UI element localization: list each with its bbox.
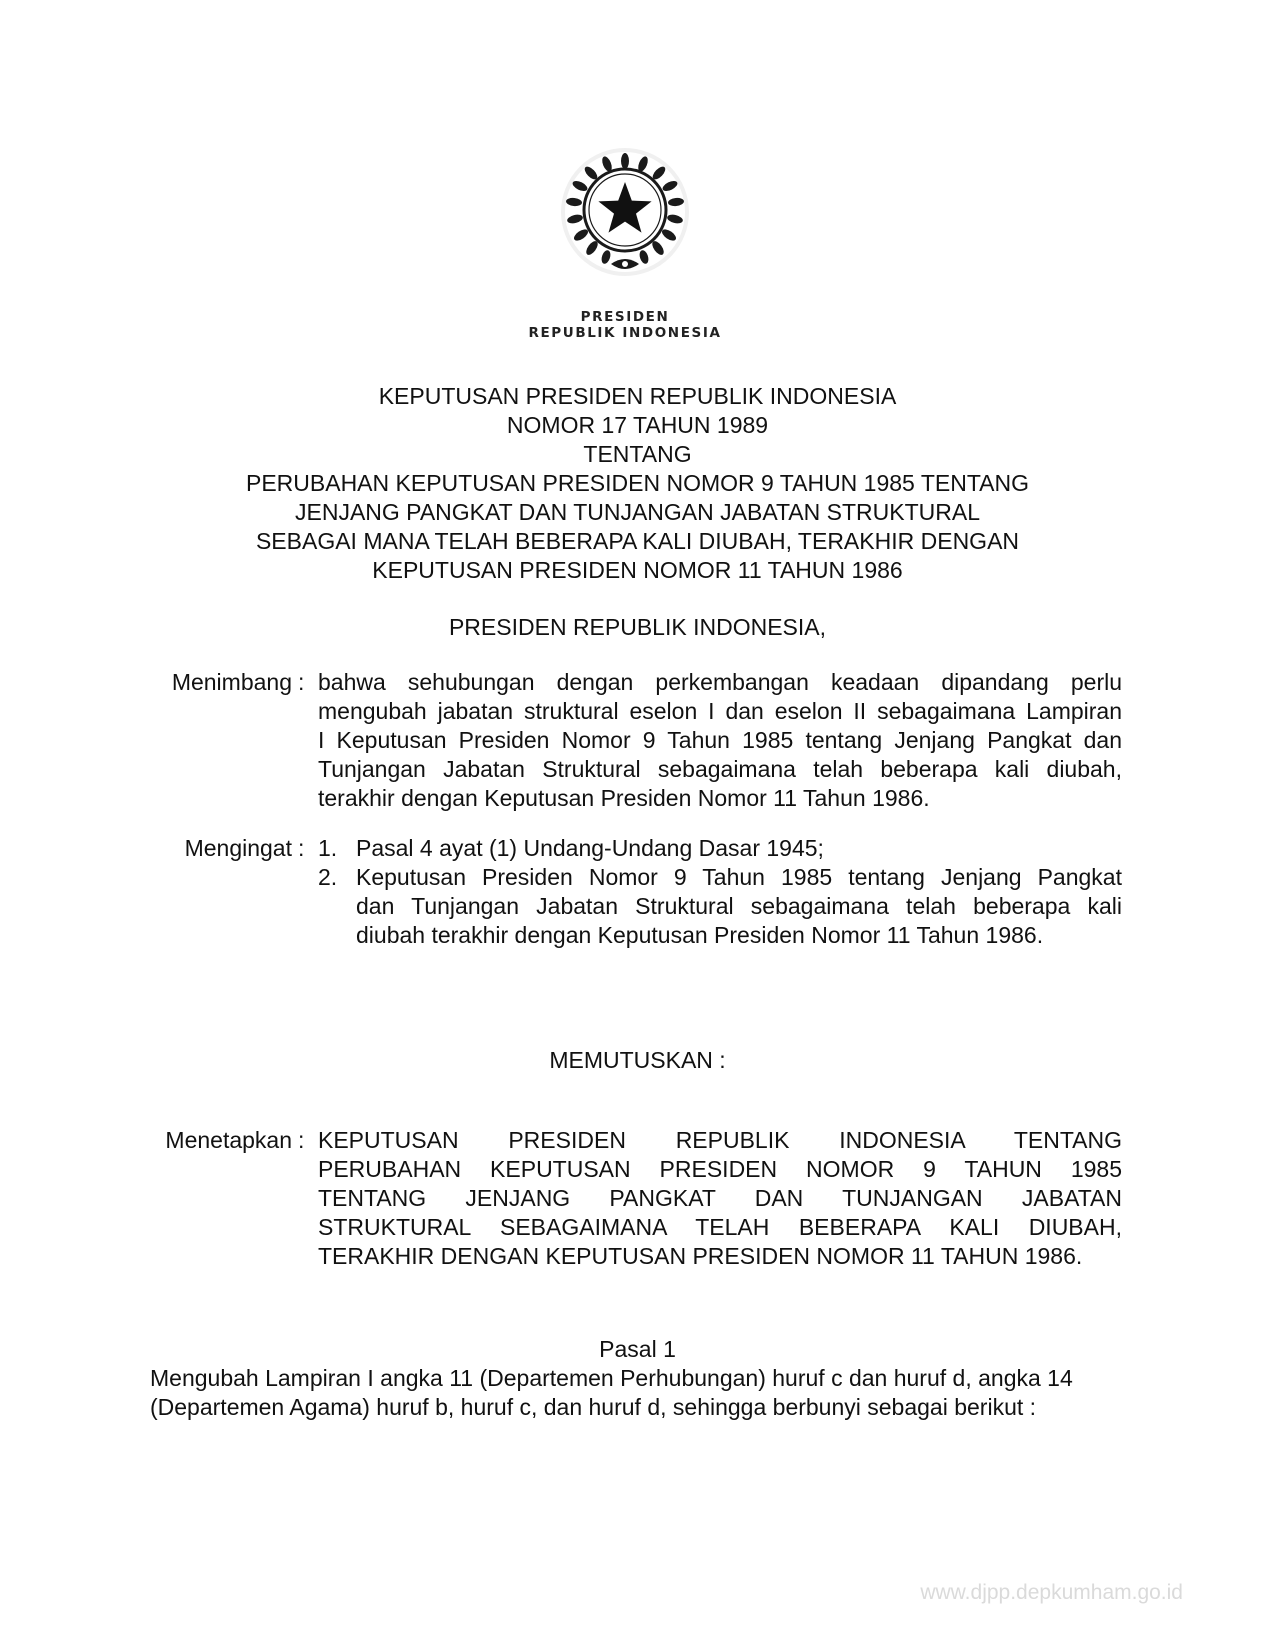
menetapkan-line: TERAKHIR DENGAN KEPUTUSAN PRESIDEN NOMOR 11 TAHUN 1986. — [318, 1243, 1083, 1269]
title-line-2: NOMOR 17 TAHUN 1989 — [506, 412, 769, 438]
menimbang-line: Tunjangan Jabatan Struktural sebagaimana telah beberapa kali diubah, — [318, 756, 1122, 782]
pasal-1-heading: Pasal 1 — [599, 1336, 676, 1362]
clause-colon: : — [298, 669, 305, 695]
menimbang-line: I Keputusan Presiden Nomor 9 Tahun 1985 tentang Jenjang Pangkat dan — [318, 727, 1122, 753]
menetapkan-line: STRUKTURAL SEBAGAIMANA TELAH BEBERAPA KALI DIUBAH, — [318, 1214, 1122, 1240]
menetapkan-line: PERUBAHAN KEPUTUSAN PRESIDEN NOMOR 9 TAHUN 1985 — [318, 1156, 1122, 1182]
letterhead-line-presiden: PRESIDEN — [580, 309, 670, 325]
menetapkan-line: TENTANG JENJANG PANGKAT DAN TUNJANGAN JABATAN — [318, 1185, 1122, 1211]
pasal-1-line: Mengubah Lampiran I angka 11 (Departemen Perhubungan) huruf c dan huruf d, angka 14 — [150, 1365, 1073, 1391]
presidential-seal-icon — [545, 148, 705, 286]
decree-title — [150, 382, 1125, 585]
clause-colon: : — [298, 1127, 305, 1153]
title-line-6: SEBAGAI MANA TELAH BEBERAPA KALI DIUBAH, TERAKHIR DENGAN — [255, 528, 1020, 554]
menimbang-line: mengubah jabatan struktural eselon I dan eselon II sebagaimana Lampiran — [318, 698, 1122, 724]
list-number: 1. — [318, 835, 338, 861]
preamble: PRESIDEN REPUBLIK INDONESIA, — [448, 614, 827, 640]
title-line-7: KEPUTUSAN PRESIDEN NOMOR 11 TAHUN 1986 — [372, 557, 903, 583]
title-line-1: KEPUTUSAN PRESIDEN REPUBLIK INDONESIA — [378, 383, 897, 409]
list-item — [318, 863, 1122, 950]
pasal-1-body — [150, 1364, 1125, 1422]
menetapkan-label: Menetapkan — [165, 1127, 292, 1153]
list-number: 2. — [318, 864, 338, 890]
mengingat-line: Pasal 4 ayat (1) Undang-Undang Dasar 1945; — [356, 835, 824, 861]
list-item — [318, 834, 1122, 863]
letterhead-line-republik: REPUBLIK INDONESIA — [528, 325, 722, 341]
mengingat-body — [318, 834, 1122, 950]
letterhead-caption — [450, 309, 800, 341]
title-line-5: JENJANG PANGKAT DAN TUNJANGAN JABATAN STRUKTURAL — [295, 499, 980, 525]
menimbang-line: bahwa sehubungan dengan perkembangan keadaan dipandang perlu — [318, 669, 1122, 695]
mengingat-line: dan Tunjangan Jabatan Struktural sebagaimana telah beberapa kali — [356, 893, 1122, 919]
memutuskan-heading: MEMUTUSKAN : — [549, 1047, 726, 1073]
clause-colon: : — [298, 835, 305, 861]
mengingat-label: Mengingat — [184, 835, 292, 861]
menimbang-label: Menimbang — [171, 669, 292, 695]
menetapkan-body — [318, 1126, 1122, 1271]
mengingat-line: diubah terakhir dengan Keputusan Presiden Nomor 11 Tahun 1986. — [356, 922, 1044, 948]
pasal-1-line: (Departemen Agama) huruf b, huruf c, dan huruf d, sehingga berbunyi sebagai berikut : — [150, 1394, 1037, 1420]
menimbang-line: terakhir dengan Keputusan Presiden Nomor 11 Tahun 1986. — [318, 785, 930, 811]
mengingat-line: Keputusan Presiden Nomor 9 Tahun 1985 tentang Jenjang Pangkat — [356, 864, 1122, 890]
menimbang-body — [318, 668, 1122, 813]
menetapkan-line: KEPUTUSAN PRESIDEN REPUBLIK INDONESIA TENTANG — [318, 1127, 1122, 1153]
title-line-3: TENTANG — [583, 441, 692, 467]
title-line-4: PERUBAHAN KEPUTUSAN PRESIDEN NOMOR 9 TAHUN 1985 TENTANG — [245, 470, 1030, 496]
source-watermark: www.djpp.depkumham.go.id — [920, 1581, 1183, 1604]
